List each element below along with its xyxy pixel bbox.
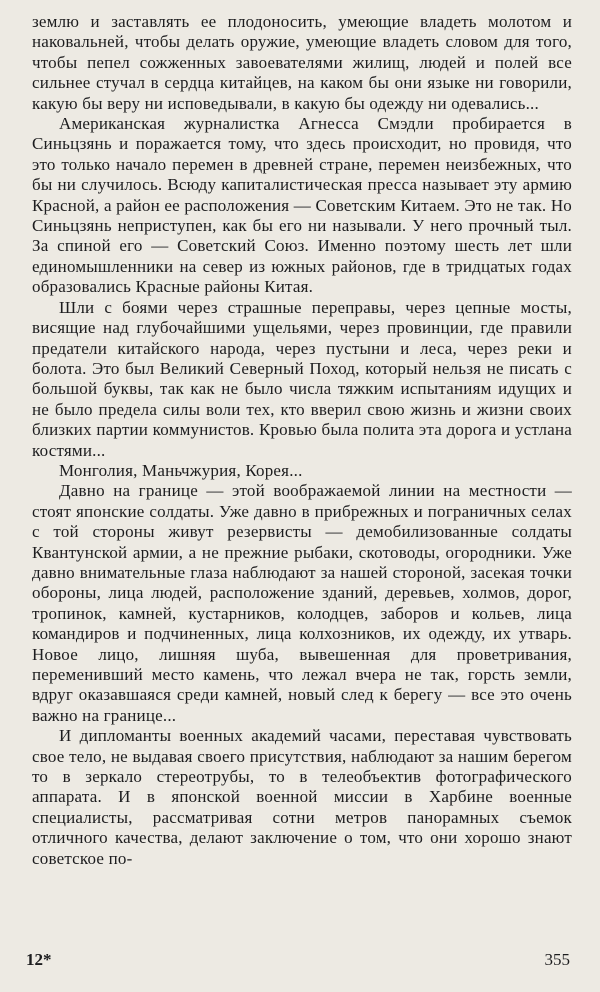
paragraph: Давно на границе — этой воображаемой линии на местности — стоят японские солдаты. Уже давно в прибрежных и пограничных селах с той стороны живут резервисты — демобилизованные солдаты Квантунской армии, а не прежние рыбаки, скотоводы, огородники. Уже давно внимательные глаза наблюдают за нашей стороной, засекая точки обороны, лица людей, расположение зданий, деревьев, холмов, дорог, тропинок, камней, кустарников, колодцев, заборов и кольев, лица командиров и подчиненных, лица колхозников, их одежду, их утварь. Новое лицо, лишняя шуба, вывешенная для проветривания, переменивший место камень, что лежал вчера не так, горсть земли, вдруг оказавшаяся среди камней, новый след к берегу — все это очень важно на границе... — [32, 481, 572, 725]
page-text-block — [32, 12, 572, 869]
page-footer — [26, 950, 570, 970]
paragraph: Монголия, Маньчжурия, Корея... — [59, 460, 303, 480]
signature-mark: 12* — [26, 950, 52, 969]
paragraph: Шли с боями через страшные переправы, через цепные мосты, висящие над глубочайшими ущельями, через провинции, где правили предатели китайского народа, через пустыни и леса, через реки и болота. Это был Великий Северный Поход, который нельзя не писать с большой буквы, так как не было числа тяжким испытаниям идущих и не было предела силы воли тех, кто вверил свою жизнь и жизни своих близких партии коммунистов. Кровью была полита эта дорога и устлана костями... — [32, 297, 572, 460]
paragraph: землю и заставлять ее плодоносить, умеющие владеть молотом и наковальней, чтобы делать оружие, умеющие владеть словом для того, чтобы пепел сожженных завоевателями жилищ, людей и полей все сильнее стучал в сердца китайцев, на каком бы они языке ни говорили, какую бы веру ни исповедывали, в какую бы одежду ни одевались... — [32, 12, 572, 113]
paragraph: Американская журналистка Агнесса Смэдли пробирается в Синьцзянь и поражается тому, что здесь происходит, но провидя, что это только начало перемен в древней стране, перемен неизбежных, что бы ни случилось. Всюду капиталистическая пресса называет эту армию Красной, а район ее расположения — Советским Китаем. Это не так. Но Синьцзянь неприступен, как бы его ни называли. У него прочный тыл. За спиной его — Советский Союз. Именно поэтому шесть лет шли единомышленники на север из южных районов, где в тридцатых годах образовались Красные районы Китая. — [32, 114, 572, 297]
paragraph: И дипломанты военных академий часами, переставая чувствовать свое тело, не выдавая своего присутствия, наблюдают за нашим берегом то в зеркало стереотрубы, то в телеобъектив фотографического аппарата. И в японской военной миссии в Харбине военные специалисты, рассматривая сотни метров панорамных съемок отличного качества, делают заключение о том, что они хорошо знают советское по- — [32, 726, 572, 868]
page-number: 355 — [544, 950, 570, 969]
